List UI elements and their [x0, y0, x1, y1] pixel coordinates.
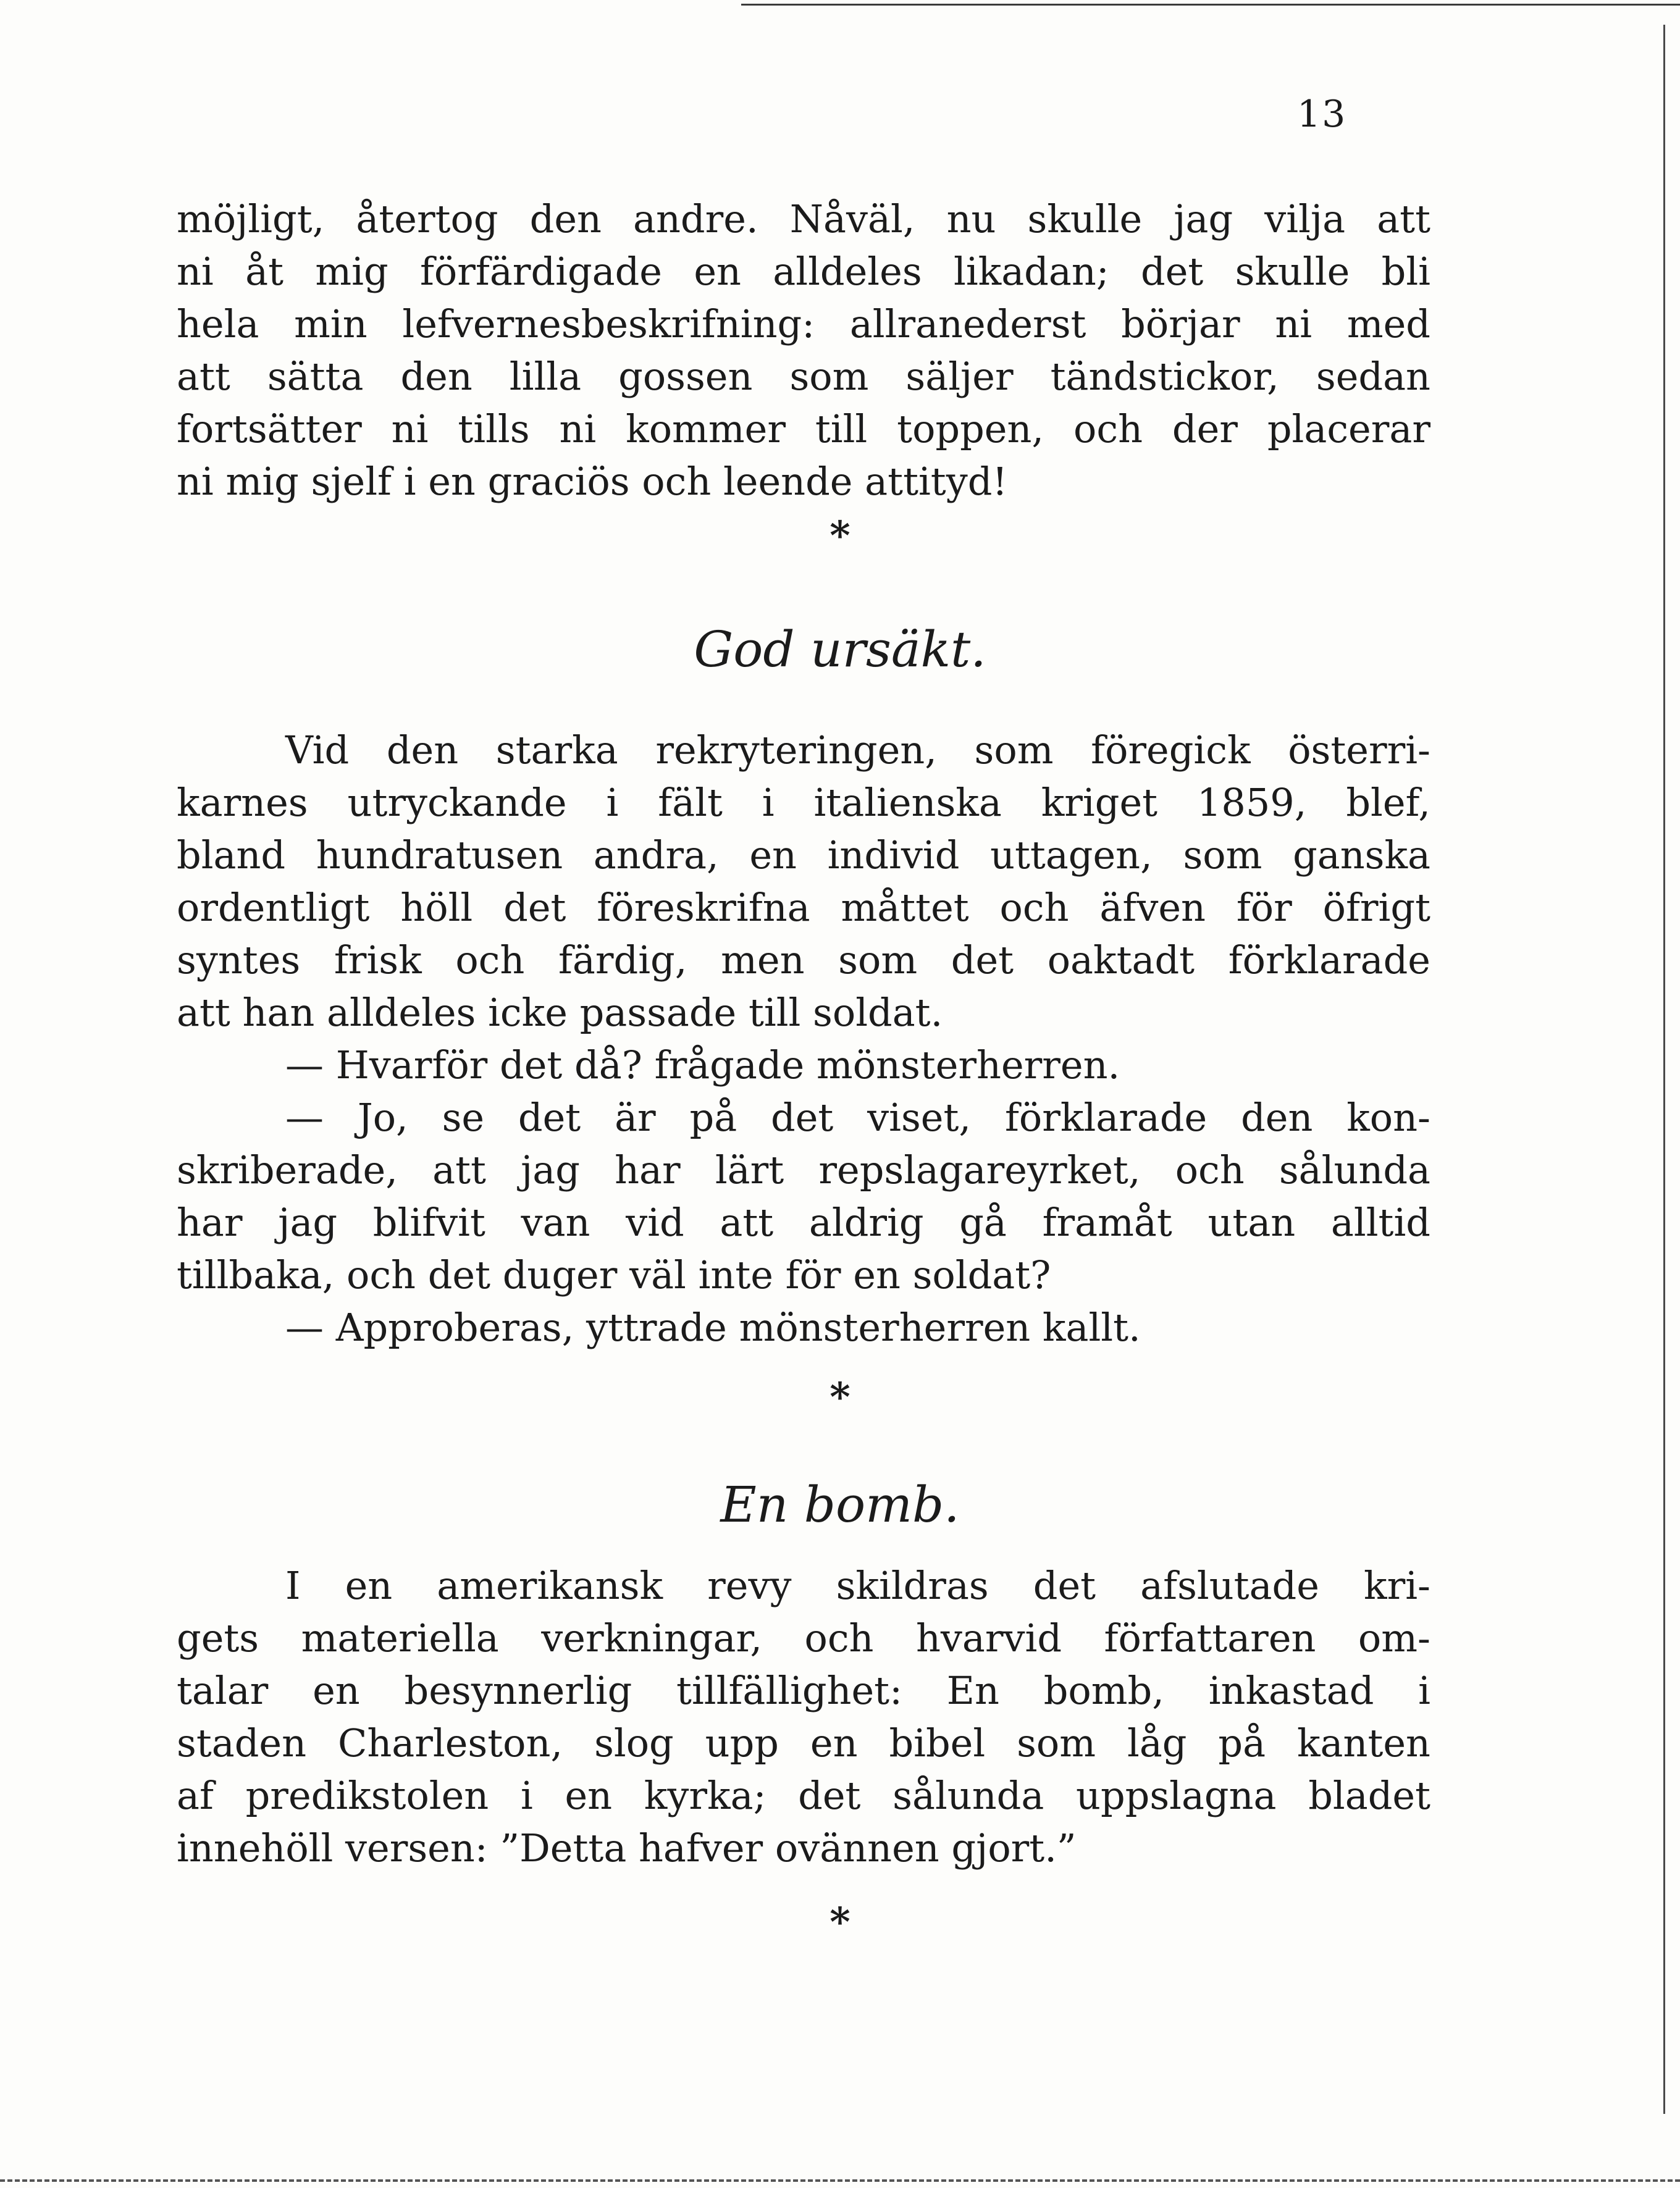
section-separator: * — [830, 1374, 850, 1420]
text-line: I en amerikansk revy skildras det afslutade kri- — [285, 1563, 1430, 1608]
text-line: fortsätter ni tills ni kommer till toppen, och der placerar — [177, 406, 1430, 451]
section-heading: En bomb. — [720, 1476, 960, 1533]
section-separator: * — [830, 513, 850, 559]
paragraph-god-ursakt — [177, 724, 1430, 1354]
text-line: karnes utryckande i fält i italienska kriget 1859, blef, — [177, 780, 1430, 825]
text-line: ordentligt höll det föreskrifna måttet och äfven för öfrigt — [177, 885, 1430, 930]
paragraph-en-bomb — [177, 1559, 1430, 1874]
text-line: har jag blifvit van vid att aldrig gå framåt utan alltid — [177, 1200, 1430, 1245]
page-number: 13 — [1297, 93, 1347, 136]
section-heading: God ursäkt. — [694, 621, 986, 678]
text-line: syntes frisk och färdig, men som det oaktadt förklarade — [177, 937, 1430, 983]
page-right-edge — [1663, 25, 1665, 2114]
text-line: af predikstolen i en kyrka; det sålunda uppslagna bladet — [177, 1773, 1430, 1818]
page-top-edge — [741, 4, 1680, 6]
dialogue-line: — Jo, se det är på det viset, förklarade den kon- — [285, 1095, 1430, 1140]
text-line: att han alldeles icke passade till soldat. — [177, 990, 943, 1035]
text-line: ni åt mig förfärdigade en alldeles likadan; det skulle bli — [177, 249, 1430, 294]
dialogue-line: — Approberas, yttrade mönsterherren kallt. — [285, 1305, 1141, 1350]
text-line: tillbaka, och det duger väl inte för en soldat? — [177, 1252, 1051, 1297]
paragraph-continuation — [177, 193, 1430, 508]
text-line: ni mig sjelf i en graciös och leende attityd! — [177, 459, 1008, 504]
text-line: möjligt, återtog den andre. Nåväl, nu skulle jag vilja att — [177, 196, 1430, 241]
text-line: bland hundratusen andra, en individ uttagen, som ganska — [177, 832, 1430, 878]
text-line: skriberade, att jag har lärt repslagareyrket, och sålunda — [177, 1147, 1430, 1193]
text-line: staden Charleston, slog upp en bibel som låg på kanten — [177, 1721, 1430, 1766]
section-separator: * — [830, 1899, 850, 1945]
text-line: innehöll versen: ”Detta hafver ovännen gjort.” — [177, 1825, 1077, 1871]
text-line: att sätta den lilla gossen som säljer tändstickor, sedan — [177, 354, 1430, 399]
page-bottom-edge — [0, 2179, 1680, 2182]
text-line: hela min lefvernesbeskrifning: allranederst börjar ni med — [177, 301, 1430, 346]
text-line: Vid den starka rekryteringen, som föregick österri- — [285, 727, 1430, 773]
dialogue-line: — Hvarför det då? frågade mönsterherren. — [285, 1042, 1120, 1088]
text-line: talar en besynnerlig tillfällighet: En bomb, inkastad i — [177, 1668, 1430, 1713]
text-line: gets materiella verkningar, och hvarvid författaren om- — [177, 1616, 1430, 1661]
